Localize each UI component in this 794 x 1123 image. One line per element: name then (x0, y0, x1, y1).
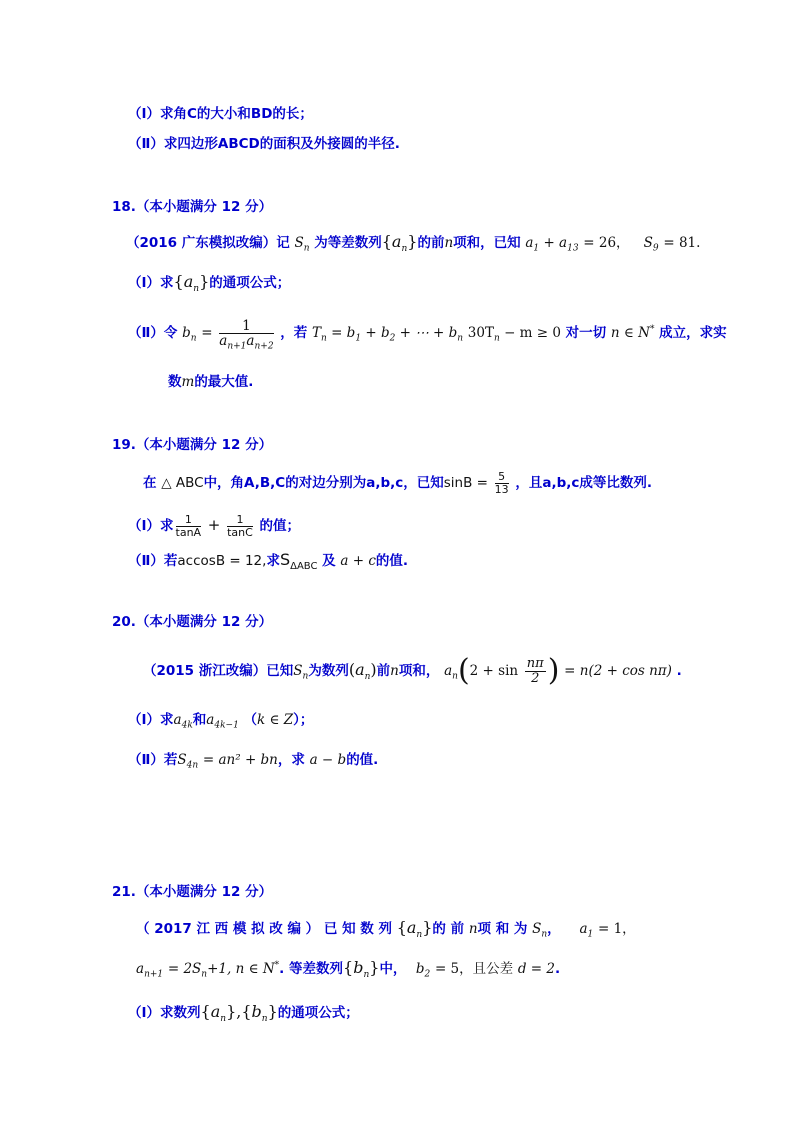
p20-lparen: ( (457, 653, 470, 688)
p18-part1-seq: $\{a_n\}$ (173, 272, 210, 295)
p18-m: m (181, 374, 195, 390)
p18-a1-a13: $a_1 + a_{13}$ (525, 235, 579, 254)
p17-part1-text: （Ⅰ）求角C的大小和BD的长； (128, 106, 313, 122)
p19-statement (143, 470, 652, 496)
p20-part2-mid: 求 (291, 752, 305, 768)
p18-bn-fraction (219, 317, 274, 352)
p19-accosB: accosB = 12, (177, 553, 267, 569)
p21-b2: $b_2$ (415, 961, 431, 980)
p20-part1-and: 和 (192, 712, 207, 728)
p19-frac-num: 5 (495, 471, 509, 484)
p20-statement (143, 650, 682, 691)
p17-part2-text: （Ⅱ）求四边形ABCD的面积及外接圆的半径. (128, 136, 400, 152)
p18-bn-eq: = (201, 325, 213, 341)
p20-t2: 前 (376, 663, 391, 679)
p21-part1-pre: （Ⅰ）求数列 (128, 1005, 201, 1021)
p21-b2-val: = 5，且公差 (434, 961, 514, 977)
p19-frac1-den: tanA (175, 525, 202, 539)
p19-frac1-num: 1 (176, 514, 202, 527)
p18-t1: 为等差数列 (314, 235, 382, 251)
p19-intro-c: ，且a,b,c成等比数列. (515, 475, 653, 491)
p18-part2-line2 (168, 372, 253, 392)
p21-line2 (136, 958, 560, 979)
p19-part2 (128, 550, 408, 571)
p19-sin-fraction (495, 471, 509, 496)
p20-part2 (128, 750, 378, 770)
p17-part2 (128, 134, 400, 154)
p20-two-plus-sin: 2 + sin (469, 663, 519, 679)
p21-an1: $a_{n+1}$ (136, 961, 164, 980)
p18-part2-tail2: 成立，求实 (659, 325, 727, 341)
p20-header-text: 20.（本小题满分 12 分） (112, 614, 273, 630)
p21-Sn: $S_n$ (532, 921, 548, 940)
p20-k-in-Z: k ∈ Z (257, 712, 294, 728)
p18-bn-den: $a_{n+1}a_{n+2}$ (219, 332, 274, 352)
p18-part2-mid: ，若 (280, 325, 308, 341)
p20-part1-cond: （ (243, 712, 257, 728)
p19-sinB: sinB = (443, 475, 488, 491)
p21-header (112, 882, 272, 902)
p19-part1-post: 的值； (259, 518, 300, 534)
p18-ineq: $30T_n - m \ge 0$ (467, 325, 561, 344)
p18-part2-pre: （Ⅱ）令 (128, 325, 178, 341)
p19-part1-pre: （Ⅰ）求 (128, 518, 174, 534)
p20-part2-post: 的值. (346, 752, 379, 768)
p18-part1-post: 的通项公式； (209, 275, 291, 291)
p19-intro-a: 在 (143, 475, 157, 491)
p18-n-in-N: n ∈ N* (610, 324, 655, 341)
p19-part1 (128, 510, 300, 541)
p20-a4k: $a_{4k}$ (173, 712, 193, 731)
p19-part2-pre: （Ⅱ）若 (128, 553, 178, 569)
p21-line2-a: . 等差数列 (279, 961, 344, 977)
p21-n: n (468, 921, 478, 937)
p18-source: （2016 广东模拟改编）记 (126, 235, 290, 251)
p19-S-abc: $S_{\Delta ABC}$ (279, 550, 318, 573)
p21-seq-an: $\{a_n\}$ (396, 918, 433, 941)
p19-frac2-num: 1 (227, 514, 253, 527)
p18-cond2: = 81. (663, 235, 701, 251)
p18-S9: $S_9$ (643, 235, 659, 254)
p20-rhs: = n(2 + cos nπ) (564, 663, 672, 679)
p20-t1: 为数列 (308, 663, 349, 679)
p18-line2a: 数 (168, 374, 182, 390)
p18-t3: 项和，已知 (453, 235, 521, 251)
p18-part2 (128, 316, 727, 350)
p20-source: （2015 浙江改编）已知 (143, 663, 294, 679)
p18-part1-pre: （Ⅰ）求 (128, 275, 174, 291)
p19-part2-mid: 求 (266, 553, 280, 569)
p20-part1-pre: （Ⅰ）求 (128, 712, 174, 728)
p21-line2-b: 中， (379, 961, 407, 977)
p18-header-text: 18.（本小题满分 12 分） (112, 199, 273, 215)
p21-a1: $a_1$ (579, 921, 594, 940)
p19-part2-and: 及 (322, 553, 336, 569)
p20-n: n (390, 663, 399, 679)
p19-frac-tanA (176, 514, 202, 539)
p21-header-text: 21.（本小题满分 12 分） (112, 884, 273, 900)
p18-part2-tail: 对一切 (565, 325, 607, 341)
p21-t2: 项 和 为 (477, 921, 528, 937)
p20-frac-num: nπ (526, 655, 544, 671)
p18-cond1: = 26， (583, 235, 630, 251)
p21-d: d = 2 (517, 961, 555, 977)
p18-bn-num: 1 (219, 319, 273, 334)
p20-seq-an: $(a_n)$ (348, 660, 377, 683)
p21-a1-val: = 1， (597, 921, 636, 937)
p19-header (112, 435, 272, 455)
p20-an: $a_n$ (444, 663, 458, 682)
p20-header (112, 612, 272, 632)
p20-a-minus-b: a − b (309, 752, 347, 768)
p18-statement (126, 232, 700, 253)
p19-a-plus-c: a + c (340, 553, 376, 569)
p17-part1 (128, 104, 313, 124)
p21-statement (136, 918, 636, 939)
p18-header (112, 197, 272, 217)
p20-a4k-1: $a_{4k-1}$ (206, 712, 239, 731)
p18-bn: $b_n$ (182, 325, 197, 344)
p19-plus: + (207, 516, 221, 534)
p20-S4n-eq: = an² + bn (202, 752, 278, 768)
p18-Tn-def: $T_n = b_1 + b_2$ + ⋯ + $b_n$ (311, 325, 464, 344)
p20-frac-npi2 (525, 657, 546, 686)
p20-part2-comma: ， (277, 752, 292, 768)
p21-part1-post: 的通项公式； (277, 1005, 359, 1021)
p21-source: （ 2017 江 西 模 拟 改 编 ） 已 知 数 列 (136, 921, 392, 937)
p19-header-text: 19.（本小题满分 12 分） (112, 437, 273, 453)
p21-line2-end: . (554, 961, 561, 977)
p20-part2-pre: （Ⅱ）若 (128, 752, 178, 768)
p20-eq-end: . (676, 663, 682, 679)
p20-t3: 项和， (398, 663, 440, 679)
p21-recur: = $2S_n+1$, n ∈ N* (167, 960, 280, 980)
p20-frac-den: 2 (531, 670, 540, 686)
p21-seq-bn: $\{b_n\}$ (343, 958, 380, 981)
p18-part1 (128, 272, 290, 293)
p20-part1 (128, 710, 313, 730)
p19-frac-den: 13 (494, 482, 509, 496)
p21-t1: 的 前 (432, 921, 465, 937)
p19-frac-tanC (227, 514, 253, 539)
p19-intro-b: 中，角A,B,C的对边分别为a,b,c，已知 (203, 475, 444, 491)
p19-frac2-den: tanC (227, 525, 253, 539)
p18-line2b: 的最大值. (194, 374, 254, 390)
p21-part1-seqs: $\{a_n\},\{b_n\}$ (200, 1002, 278, 1025)
p18-t2: 的前 (417, 235, 445, 251)
p20-part1-post: ）； (293, 712, 314, 728)
p21-part1 (128, 1002, 359, 1023)
p18-Sn: $S_n$ (294, 235, 310, 254)
p18-seq-an: $\{a_n\}$ (381, 232, 418, 255)
p18-n: n (444, 235, 454, 251)
p21-t3: ， (547, 921, 561, 937)
p19-triangle: △ ABC (161, 475, 204, 491)
p20-S4n: $S_{4n}$ (177, 752, 199, 771)
p19-part2-post: 的值. (375, 553, 409, 569)
p20-Sn: $S_n$ (293, 663, 309, 682)
p20-rparen: ) (547, 653, 560, 688)
